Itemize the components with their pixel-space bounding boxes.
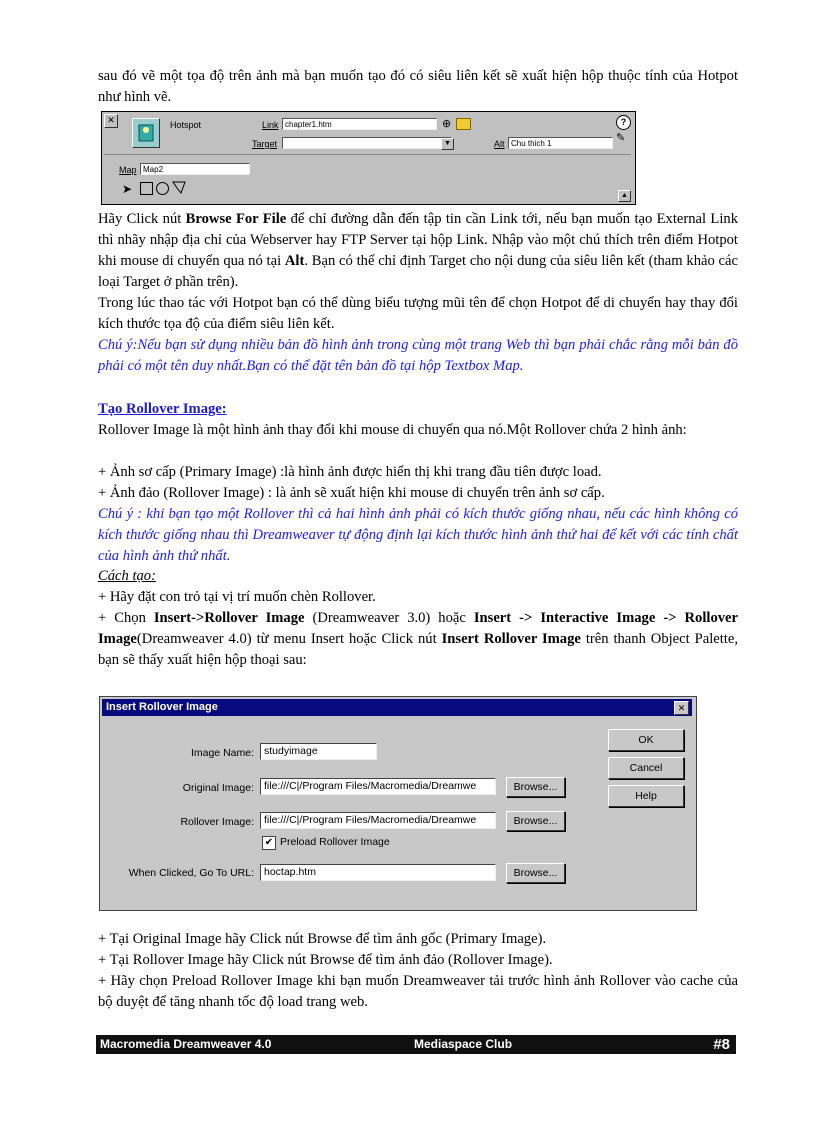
- close-icon[interactable]: ✕: [674, 701, 689, 715]
- point-to-file-icon[interactable]: ⊕: [442, 118, 452, 130]
- folder-icon[interactable]: [456, 118, 471, 130]
- dialog-title: Insert Rollover Image: [102, 699, 692, 716]
- help-icon[interactable]: ?: [616, 115, 631, 130]
- rollover-browse-button[interactable]: Browse...: [506, 811, 565, 831]
- section-title[interactable]: Tạo Rollover Image:: [98, 401, 227, 417]
- image-name-label: Image Name:: [190, 747, 254, 759]
- rollover-description: Rollover Image là một hình ảnh thay đổi khi mouse di chuyển qua nó.Một Rollover chứa 2 hình ảnh:: [98, 422, 687, 438]
- url-label: When Clicked, Go To URL:: [128, 867, 254, 879]
- rectangle-hotspot-icon[interactable]: [140, 182, 153, 195]
- insert-rollover-dialog: [99, 696, 697, 911]
- map-input[interactable]: Map2: [140, 163, 250, 175]
- cancel-button[interactable]: Cancel: [608, 757, 684, 779]
- note-2: Chú ý : khi bạn tạo một Rollover thì cả hai hình ảnh phải có kích thước giống nhau, nếu các hình không có kích thước giống nhau thì Dreamweaver tự động định lại kích thước hình ảnh thứ hai để kết với các tính chất của hình ảnh thứ nhất.: [98, 506, 738, 564]
- after-line-1: + Tại Original Image hãy Click nút Browse để tìm ảnh gốc (Primary Image).: [98, 931, 547, 947]
- image-name-input[interactable]: studyimage: [260, 743, 377, 760]
- page-number: #8: [713, 1036, 730, 1053]
- note-1: Chú ý:Nếu bạn sử dụng nhiều bản đồ hình ảnh trong cùng một trang Web thì bạn phải chắc rằng mỗi bản đồ phải có một tên duy nhất.Bạn có thể đặt tên bản đồ tại hộp Textbox Map.: [98, 337, 738, 374]
- target-label: Target: [252, 139, 278, 149]
- step-1: + Hãy đặt con trỏ tại vị trí muốn chèn Rollover.: [98, 589, 376, 605]
- primary-image-line: + Ảnh sơ cấp (Primary Image) :là hình ảnh được hiển thị khi trang đầu tiên được load.: [98, 464, 602, 480]
- after-line-3: + Hãy chọn Preload Rollover Image khi bạn muốn Dreamweaver tải trước hình ảnh Rollover vào cache của bộ duyệt để tăng nhanh tốc độ load trang web.: [98, 973, 738, 1010]
- intro-paragraph: sau đó vẽ một tọa độ trên ảnh mà bạn muốn tạo đó có siêu liên kết sẽ xuất hiện hộp thuộc tính của Hotpot như hình vẽ.: [98, 68, 738, 105]
- link-label: Link: [262, 120, 279, 130]
- browse-paragraph: Hãy Click nút Browse For File để chỉ đường dẫn đến tập tin cần Link tới, nếu bạn muốn tạo External Link thì nhãy nhập địa chỉ của Webserver hay FTP Server tại hộp Link. Nhập vào một chú thích trên điểm Hotpot khi mouse di chuyển qua nó tại Alt. Bạn có thể chỉ định Target cho nội dung của siêu liên kết (tham khảo các loại Target ở phần trên).: [98, 211, 738, 290]
- url-input[interactable]: hoctap.htm: [260, 864, 496, 881]
- how-title: Cách tạo:: [98, 568, 156, 584]
- close-icon[interactable]: ✕: [104, 114, 118, 128]
- circle-hotspot-icon[interactable]: [156, 182, 169, 195]
- collapse-icon[interactable]: ▲: [618, 190, 631, 202]
- preload-label: Preload Rollover Image: [280, 836, 390, 848]
- chevron-down-icon[interactable]: ▼: [441, 138, 454, 150]
- edit-icon[interactable]: ✎: [616, 132, 626, 144]
- preload-checkbox[interactable]: ✔: [262, 836, 276, 850]
- alt-input[interactable]: Chu thich 1: [508, 137, 613, 149]
- divider: [104, 154, 631, 155]
- original-image-input[interactable]: file:///C|/Program Files/Macromedia/Dreamwe: [260, 778, 496, 795]
- alt-label: Alt: [494, 139, 505, 149]
- hotpot-paragraph: Trong lúc thao tác với Hotpot bạn có thể dùng biểu tượng mũi tên để chọn Hotpot để di chuyển hay thay đổi kích thước tọa độ của điểm siêu liên kết.: [98, 295, 738, 332]
- hotspot-image-icon: [132, 118, 160, 148]
- map-label: Map: [119, 165, 137, 175]
- footer-left: Macromedia Dreamweaver 4.0: [100, 1037, 272, 1051]
- hotspot-title: Hotspot: [170, 120, 202, 130]
- link-input[interactable]: chapter1.htm: [282, 118, 437, 130]
- url-browse-button[interactable]: Browse...: [506, 863, 565, 883]
- after-line-2: + Tại Rollover Image hãy Click nút Browse để tìm ảnh đảo (Rollover Image).: [98, 952, 553, 968]
- help-button[interactable]: Help: [608, 785, 684, 807]
- ok-button[interactable]: OK: [608, 729, 684, 751]
- rollover-image-input[interactable]: file:///C|/Program Files/Macromedia/Dreamwe: [260, 812, 496, 829]
- step-2: + Chọn Insert->Rollover Image (Dreamweaver 3.0) hoặc Insert -> Interactive Image -> Rollover Image(Dreamweaver 4.0) từ menu Insert hoặc Click nút Insert Rollover Image trên thanh Object Palette, bạn sẽ thấy xuất hiện hộp thoại sau:: [98, 610, 739, 668]
- rollover-image-line: + Ảnh đảo (Rollover Image) : là ảnh sẽ xuất hiện khi mouse di chuyển trên ảnh sơ cấp.: [98, 485, 605, 501]
- original-image-label: Original Image:: [182, 782, 254, 794]
- footer-center: Mediaspace Club: [414, 1037, 513, 1051]
- polygon-hotspot-icon[interactable]: [172, 181, 186, 196]
- original-browse-button[interactable]: Browse...: [506, 777, 565, 797]
- target-select[interactable]: [282, 137, 452, 149]
- rollover-image-label: Rollover Image:: [180, 816, 254, 828]
- hotspot-property-panel: [101, 111, 636, 205]
- page-footer: [96, 1035, 736, 1054]
- arrow-pointer-icon[interactable]: ➤: [122, 182, 133, 196]
